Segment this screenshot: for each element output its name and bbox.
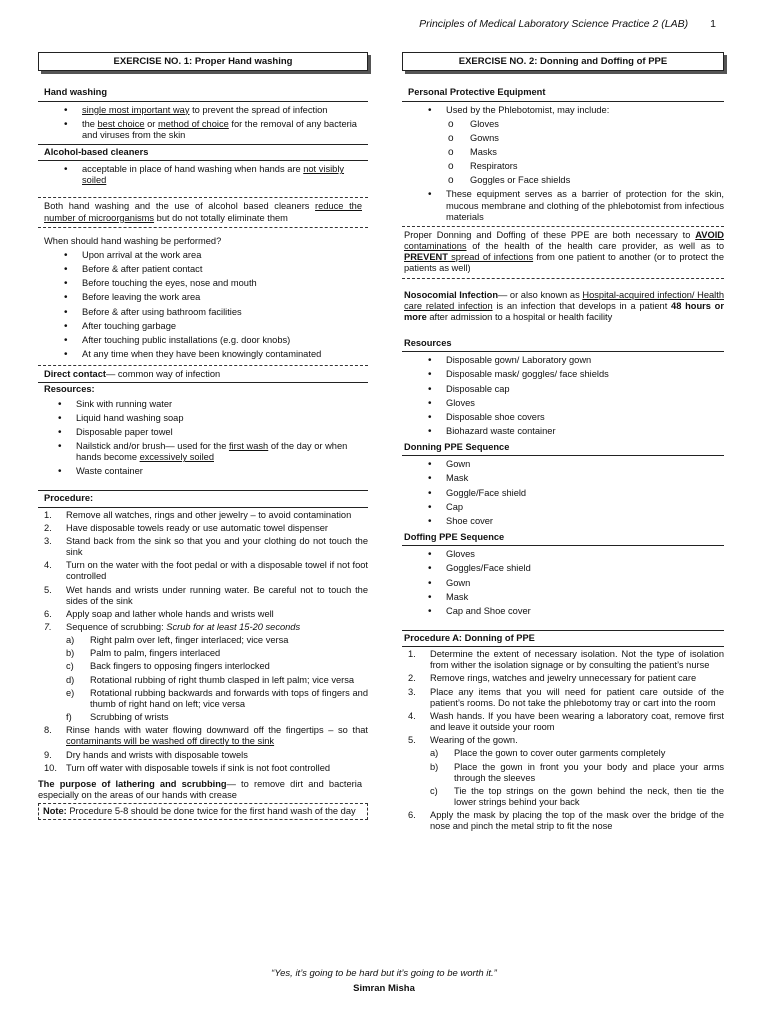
gown-steps	[430, 748, 724, 808]
list-item: c) Tie the top strings on the gown behind the neck, then tie the lower strings behind your back	[430, 785, 724, 808]
resources-list	[402, 355, 724, 437]
list-item: • the best choice or method of choice for the removal of any bacteria and viruses from the skin	[38, 119, 368, 141]
list-item: • Cap and Shoe cover	[402, 606, 724, 617]
list-item: • Used by the Phlebotomist, may include: o Gloves o Gowns o Masks o Respirators o Goggles or Face shields	[402, 105, 724, 187]
direct-contact: Direct contact— common way of infection	[38, 366, 368, 383]
list-item: a) Place the gown to cover outer garments completely	[430, 748, 666, 759]
when-question: When should hand washing be performed?	[44, 235, 222, 246]
list-item: • Gloves	[402, 398, 724, 409]
list-item: 1. Determine the extent of necessary isolation. Not the type of isolation from wither the isolation signage or by consulting the patient’s nurse	[408, 649, 724, 671]
list-item: • Before leaving the work area	[38, 292, 368, 303]
list-item: 4. Turn on the water with the foot pedal or with a disposable towel if not foot controlled	[44, 560, 368, 582]
list-item: • Disposable gown/ Laboratory gown	[402, 355, 724, 366]
list-item: o Masks	[446, 147, 724, 158]
section-alcohol-cleaners: Alcohol-based cleaners	[38, 144, 368, 161]
list-item: • single most important way to prevent the spread of infection	[38, 105, 368, 116]
page-number: 1	[710, 18, 716, 30]
left-column	[38, 52, 368, 820]
list-item: o Respirators	[446, 161, 724, 172]
doffing-list	[402, 549, 724, 617]
section-donning-sequence: Donning PPE Sequence	[402, 440, 724, 456]
list-item: • Sink with running water	[32, 399, 368, 410]
list-item: 6. Apply the mask by placing the top of the mask over the bridge of the nose and pinch the metal strip to fit the nose	[408, 810, 724, 832]
list-item: f) Scrubbing of wrists	[66, 712, 169, 723]
section-resources: Resources	[402, 336, 724, 352]
hand-washing-list	[38, 105, 368, 141]
list-item: • acceptable in place of hand washing when hands are not visibly soiled	[38, 164, 368, 186]
when-list	[38, 250, 368, 366]
procedure-list	[38, 510, 368, 774]
list-item: o Gloves	[446, 119, 724, 130]
list-item: a) Right palm over left, finger interlaced; vice versa	[66, 635, 289, 646]
section-doffing-sequence: Doffing PPE Sequence	[402, 530, 724, 546]
list-item: • Disposable paper towel	[32, 427, 368, 438]
list-item: 3. Place any items that you will need for patient care outside of the patient’s rooms. Do not take the phlebotomy tray or cart into the room	[408, 686, 724, 708]
list-item: 6. Apply soap and lather whole hands and wrists well	[44, 608, 274, 619]
list-item: • Upon arrival at the work area	[38, 250, 368, 261]
donning-list	[402, 459, 724, 527]
list-item: 10. Turn off water with disposable towels if sink is not foot controlled	[44, 762, 331, 773]
list-item: 5. Wearing of the gown. a) Place the gown to cover outer garments completely b) Place the gown in front you your body and place your arms through the sleeves c) Tie the top strings on the gown behind the neck, then tie the lower strings behind your back	[408, 735, 724, 808]
list-item: d) Rotational rubbing of right thumb clasped in left palm; vice versa	[66, 674, 355, 685]
list-item: • After touching public installations (e.g. door knobs)	[38, 335, 368, 346]
list-item: • Goggles/Face shield	[402, 563, 724, 574]
right-column	[402, 52, 724, 835]
list-item: • Waste container	[32, 466, 368, 477]
list-item: 2. Have disposable towels ready or use automatic towel dispenser	[44, 522, 329, 533]
list-item: 3. Stand back from the sink so that you and your clothing do not touch the sink	[44, 535, 368, 558]
list-item: • Gloves	[402, 549, 724, 560]
list-item: • Shoe cover	[402, 516, 724, 527]
list-item: 5. Wet hands and wrists under running water. Be careful not to touch the sides of the sink	[44, 584, 368, 606]
list-item: 8. Rinse hands with water flowing downward off the fingertips – so that contaminants will be washed off directly to the sink	[44, 725, 368, 747]
scrubbing-sequence	[66, 635, 368, 723]
list-item: • Gown	[402, 578, 724, 589]
list-item: • After touching garbage	[38, 321, 368, 332]
list-item: • Before & after using bathroom facilities	[38, 307, 368, 318]
list-item: 7. Sequence of scrubbing: Scrub for at least 15-20 seconds a) Right palm over left, finger interlaced; vice versa b) Palm to palm, fingers interlaced c) Back fingers to opposing fingers interlocked d) Rotational rubbing of right thumb clasped in left palm; vice versa e) Rotational rubbing backwards and forwards with tops of fingers and thumb of right hand on left; vice versa f) Scrubbing of wrists	[44, 622, 368, 723]
list-item: 9. Dry hands and wrists with disposable towels	[44, 749, 248, 760]
list-item: 2. Remove rings, watches and jewelry unnecessary for patient care	[408, 673, 697, 684]
list-item: o Goggles or Face shields	[446, 175, 724, 186]
list-item: 1. Remove all watches, rings and other jewelry – to avoid contamination	[44, 509, 352, 520]
list-item: b) Place the gown in front you your body and place your arms through the sleeves	[430, 761, 724, 783]
list-item: • Goggle/Face shield	[402, 488, 724, 499]
list-item: • Disposable cap	[402, 384, 724, 395]
list-item: • Disposable shoe covers	[402, 412, 724, 423]
list-item: • Liquid hand washing soap	[32, 413, 368, 424]
list-item: • At any time when they have been knowingly contaminated	[38, 349, 368, 360]
document-title: Principles of Medical Laboratory Science Practice 2 (LAB)	[419, 18, 689, 30]
procedure-a-list	[402, 649, 724, 832]
list-item: • Cap	[402, 502, 724, 513]
list-item: • Before & after patient contact	[38, 264, 368, 275]
list-item: 4. Wash hands. If you have been wearing a laboratory coat, remove first and leave it outside your room	[408, 710, 724, 733]
list-item: b) Palm to palm, fingers interlaced	[66, 648, 221, 659]
resources-list	[32, 399, 368, 478]
donning-doffing-paragraph: Proper Donning and Doffing of these PPE are both necessary to AVOID contaminations of the health of the health care provider, as well as to PREVENT spread of infections from one patient to another (or to protect the patients as well)	[402, 226, 724, 279]
note-box: Note: Procedure 5-8 should be done twice for the first hand wash of the day	[38, 803, 368, 820]
list-item: • Mask	[402, 473, 724, 484]
exercise-2-title: EXERCISE NO. 2: Donning and Doffing of PPE	[402, 52, 724, 71]
list-item: • Before touching the eyes, nose and mouth	[38, 278, 368, 289]
section-procedure-a: Procedure A: Donning of PPE	[402, 630, 724, 647]
quote-text: “Yes, it’s going to be hard but it’s going to be worth it.”	[271, 968, 497, 980]
page-header	[419, 18, 716, 31]
list-item: • Nailstick and/or brush— used for the first wash of the day or when hands become excessively soiled	[32, 441, 368, 463]
quote-author: Simran Misha	[353, 982, 415, 994]
section-procedure: Procedure:	[38, 490, 368, 507]
resources-heading: Resources:	[44, 384, 95, 395]
purpose-paragraph: The purpose of lathering and scrubbing— to remove dirt and bacteria especially on the areas of our hands with crease	[38, 778, 362, 801]
list-item: c) Back fingers to opposing fingers interlocked	[66, 661, 270, 672]
list-item: e) Rotational rubbing backwards and forwards with tops of fingers and thumb of right hand on left; vice versa	[66, 687, 368, 709]
alcohol-list	[38, 164, 368, 186]
list-item: • Mask	[402, 592, 724, 603]
footer-quote	[0, 968, 768, 994]
list-item: o Gowns	[446, 133, 724, 144]
list-item: • Gown	[402, 459, 724, 470]
nosocomial-paragraph: Nosocomial Infection— or also known as Hospital-acquired infection/ Health care related infection is an infection that develops in a patient 48 hours or more after admission to a hospital or health facility	[404, 289, 724, 322]
list-item: • These equipment serves as a barrier of protection for the skin, mucous membrane and clothing of the phlebotomist from infectious materials	[402, 189, 724, 222]
list-item: • Biohazard waste container	[402, 426, 724, 437]
exercise-1-title: EXERCISE NO. 1: Proper Hand washing	[38, 52, 368, 71]
list-item: • Disposable mask/ goggles/ face shields	[402, 369, 724, 380]
section-ppe: Personal Protective Equipment	[402, 85, 724, 101]
ppe-list	[402, 105, 724, 223]
section-hand-washing: Hand washing	[38, 85, 368, 101]
both-methods-paragraph: Both hand washing and the use of alcohol based cleaners reduce the number of microorganisms but do not totally eliminate them	[38, 197, 368, 227]
